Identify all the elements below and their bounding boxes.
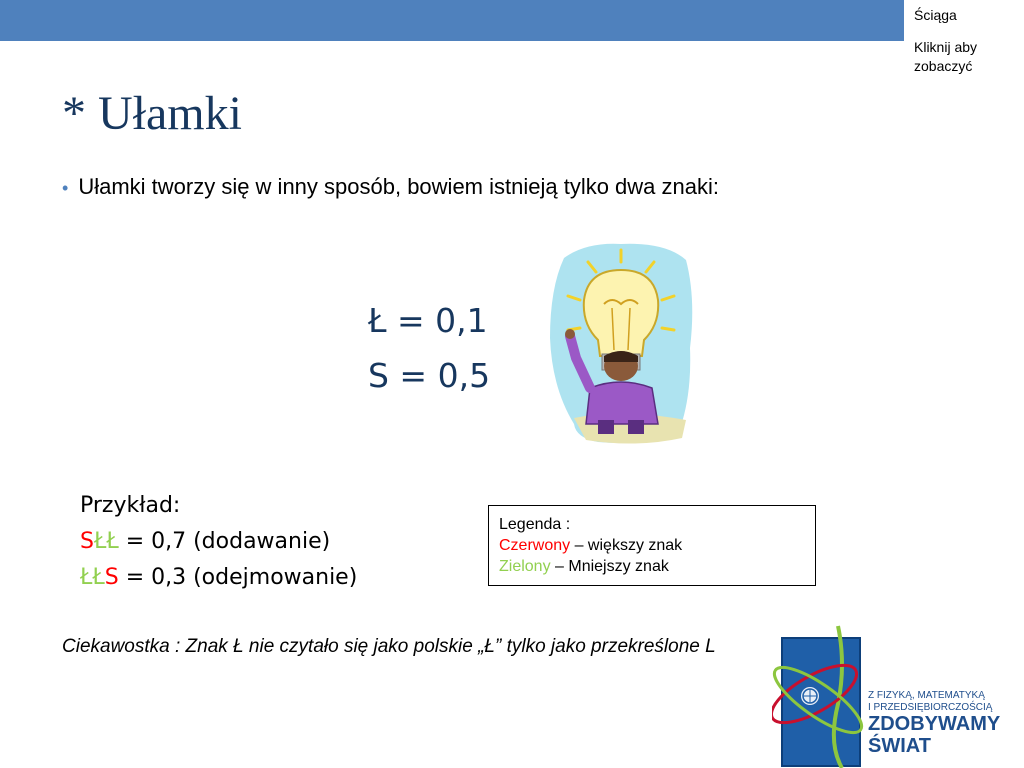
legend-green-word: Zielony <box>499 558 551 575</box>
example-line-1 <box>80 524 357 560</box>
logo-line-3: ZDOBYWAMY <box>868 713 1001 735</box>
example-1-small: ŁŁ <box>93 529 119 554</box>
logo-line-2: I PRZEDSIĘBIORCZOŚCIĄ <box>868 702 993 713</box>
example-2-small: ŁŁ <box>80 565 105 590</box>
example-line-2 <box>80 560 357 596</box>
slide-title: * Ułamki <box>62 87 242 140</box>
fun-fact: Ciekawostka : Znak Ł nie czytało się jako polskie „Ł” tylko jako przekreślone L <box>62 636 716 657</box>
legend-title: Legenda : <box>499 516 571 533</box>
cheat-sheet-link[interactable] <box>904 0 1024 82</box>
lightbulb-icon <box>546 238 696 448</box>
logo-line-4: ŚWIAT <box>868 735 931 757</box>
cheat-sheet-label: Ściąga <box>914 7 957 23</box>
legend-red-desc: – większy znak <box>570 537 683 554</box>
logo-line-1: Z FIZYKĄ, MATEMATYKĄ <box>868 690 985 701</box>
example-2-rest: = 0,3 (odejmowanie) <box>118 565 358 590</box>
example-block <box>80 488 357 596</box>
example-1-rest: = 0,7 (dodawanie) <box>118 529 331 554</box>
bullet-dot-icon: • <box>62 178 69 198</box>
zdobywamy-swiat-logo <box>772 624 1024 768</box>
top-bar <box>0 0 1024 41</box>
formula-l: Ł = 0,1 <box>368 301 488 340</box>
formula-s: S = 0,5 <box>368 356 491 395</box>
bullet-text: Ułamki tworzy się w inny sposób, bowiem istnieją tylko dwa znaki: <box>78 174 719 199</box>
example-heading: Przykład: <box>80 493 181 518</box>
bullet-item <box>62 174 719 200</box>
example-1-big: S <box>80 529 94 554</box>
legend-box <box>488 505 816 586</box>
legend-green-row <box>499 556 805 577</box>
cheat-sheet-hint: Kliknij aby zobaczyć <box>914 39 978 74</box>
legend-red-row <box>499 535 805 556</box>
legend-red-word: Czerwony <box>499 537 571 554</box>
legend-green-desc: – Mniejszy znak <box>550 558 669 575</box>
example-2-big: S <box>104 565 119 590</box>
